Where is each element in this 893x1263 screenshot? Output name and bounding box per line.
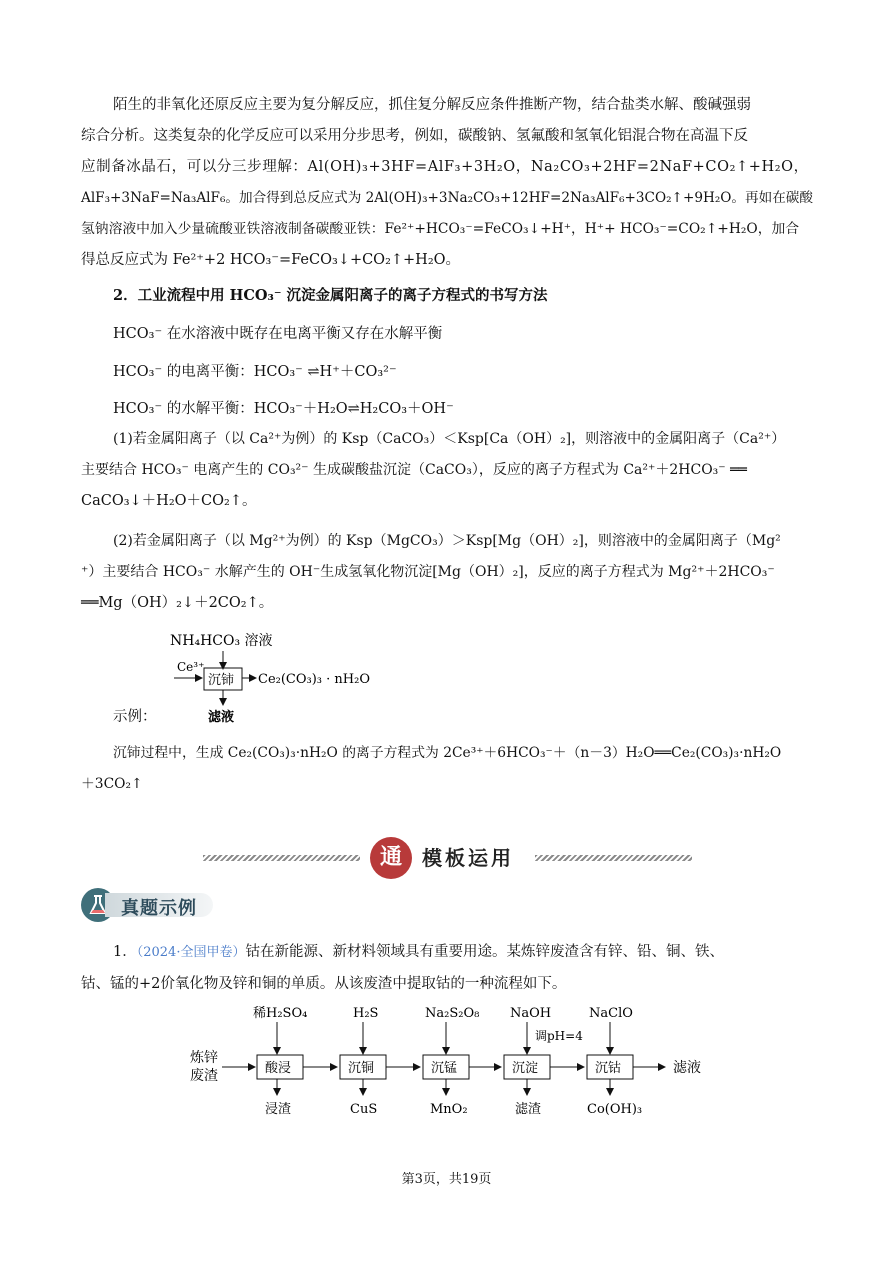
byproduct-label: CuS (350, 1102, 378, 1117)
question-source: （2024·全国甲卷） (136, 945, 246, 960)
reagent-label: H₂S (353, 1006, 379, 1021)
start-label: 炼锌 (190, 1050, 218, 1066)
case1-line: (1)若金属阳离子（以 Ca²⁺为例）的 Ksp（CaCO₃）＜Ksp[Ca（OH）₂]，则溶液中的金属阳离子（Ca²⁺） (113, 431, 786, 447)
question-1-line2: 钴、锰的+2价氧化物及锌和铜的单质。从该废渣中提取钴的一种流程如下。 (81, 976, 567, 992)
page-footer: 第3页，共19页 (401, 1172, 492, 1187)
input-ion-label: Ce³⁺ (177, 660, 205, 674)
banner-right-line (535, 855, 692, 861)
case1-line: CaCO₃↓＋H₂O＋CO₂↑。 (81, 493, 257, 509)
section-heading-2: 2．工业流程中用 HCO₃⁻ 沉淀金属阳离子的离子方程式的书写方法 (113, 287, 548, 304)
step-label: 沉锰 (431, 1061, 458, 1076)
question-1 (113, 940, 724, 961)
reagent-label: NaClO (589, 1006, 633, 1021)
banner-badge (370, 837, 412, 879)
section-title: 真题示例 (121, 898, 197, 919)
section-title-bar (81, 888, 213, 922)
para1-line: 综合分析。这类复杂的化学反应可以采用分步思考，例如，碳酸钠、氢氟酸和氢氧化铝混合物在高温下反 (81, 128, 748, 144)
reagent-label: NaOH (510, 1006, 552, 1021)
para1-line: AlF₃+3NaF=Na₃AlF₆。加合得到总反应式为 2Al(OH)₃+3Na₂CO₃+12HF=2Na₃AlF₆+3CO₂↑+9H₂O。再如在碳酸 (81, 190, 813, 206)
para1-line: 陌生的非氧化还原反应主要为复分解反应，抓住复分解反应条件推断产物，结合盐类水解、酸碱强弱 (113, 97, 751, 113)
byproduct-label: MnO₂ (430, 1102, 468, 1117)
byproduct-label: Co(OH)₃ (587, 1102, 643, 1117)
cobalt-extraction-flowchart (185, 1000, 725, 1125)
byproduct-label: 滤渣 (515, 1102, 542, 1117)
question-number: 1． (113, 944, 137, 960)
case-1-paragraph (81, 424, 813, 517)
process-label: 沉铈 (208, 673, 235, 688)
case-2-paragraph (81, 526, 813, 619)
byproduct-label: 浸渣 (265, 1102, 292, 1117)
start-label: 废渣 (190, 1068, 218, 1084)
case2-line: (2)若金属阳离子（以 Mg²⁺为例）的 Ksp（MgCO₃）＞Ksp[Mg（OH）₂]，则溶液中的金属阳离子（Mg² (113, 533, 781, 549)
cerium-precipitation-diagram (150, 625, 430, 730)
product-label: Ce₂(CO₃)₃ · nH₂O (258, 672, 370, 687)
step-label: 沉淀 (512, 1061, 539, 1076)
step-label: 沉铜 (348, 1061, 375, 1076)
hydrolysis-equilibrium: HCO₃⁻ 的水解平衡：HCO₃⁻＋H₂O⇌H₂CO₃＋OH⁻ (113, 401, 454, 417)
reagent-label: 稀H₂SO₄ (253, 1006, 308, 1021)
end-label: 滤液 (673, 1060, 701, 1076)
para1-line: 氢钠溶液中加入少量硫酸亚铁溶液制备碳酸亚铁：Fe²⁺+HCO₃⁻=FeCO₃↓+H⁺，H⁺+ HCO₃⁻=CO₂↑+H₂O，加合 (81, 221, 800, 237)
banner-title: 模板运用 (422, 846, 514, 870)
ionization-equilibrium: HCO₃⁻ 的电离平衡：HCO₃⁻ ⇌H⁺＋CO₃²⁻ (113, 364, 397, 380)
step-label: 酸浸 (265, 1061, 292, 1076)
intro-paragraph (81, 90, 813, 276)
reagent-label: Na₂S₂O₈ (425, 1006, 480, 1021)
badge-char: 通 (379, 845, 402, 870)
case1-line: 主要结合 HCO₃⁻ 电离产生的 CO₃²⁻ 生成碳酸盐沉淀（CaCO₃），反应的离子方程式为 Ca²⁺＋2HCO₃⁻ ══ (81, 462, 747, 478)
hco3-intro-line: HCO₃⁻ 在水溶液中既存在电离平衡又存在水解平衡 (113, 326, 443, 342)
banner-left-line (203, 855, 360, 861)
question-text: 钴在新能源、新材料领域具有重要用途。某炼锌废渣含有锌、铅、铜、铁、 (245, 944, 724, 960)
case2-line: ⁺）主要结合 HCO₃⁻ 水解产生的 OH⁻生成氢氧化物沉淀[Mg（OH）₂]，反应的离子方程式为 Mg²⁺＋2HCO₃⁻ (81, 564, 775, 580)
example-line: 沉铈过程中，生成 Ce₂(CO₃)₃·nH₂O 的离子方程式为 2Ce³⁺＋6HCO₃⁻＋（n－3）H₂O══Ce₂(CO₃)₃·nH₂O (113, 745, 782, 761)
para1-line: 得总反应式为 Fe²⁺+2 HCO₃⁻=FeCO₃↓+CO₂↑+H₂O。 (81, 252, 461, 268)
example-line: ＋3CO₂↑ (81, 776, 143, 792)
step-label: 沉钴 (595, 1061, 622, 1076)
reagent-condition: 调pH=4 (535, 1029, 583, 1043)
para1-line: 应制备冰晶石，可以分三步理解：Al(OH)₃+3HF=AlF₃+3H₂O，Na₂CO₃+2HF=2NaF+CO₂↑+H₂O， (81, 159, 809, 175)
filtrate-label: 滤液 (208, 710, 235, 725)
reagent-label: NH₄HCO₃ 溶液 (170, 633, 273, 649)
example-label: 示例： (113, 709, 157, 725)
example-paragraph (81, 738, 813, 800)
case2-line: ══Mg（OH）₂↓＋2CO₂↑。 (81, 595, 274, 611)
